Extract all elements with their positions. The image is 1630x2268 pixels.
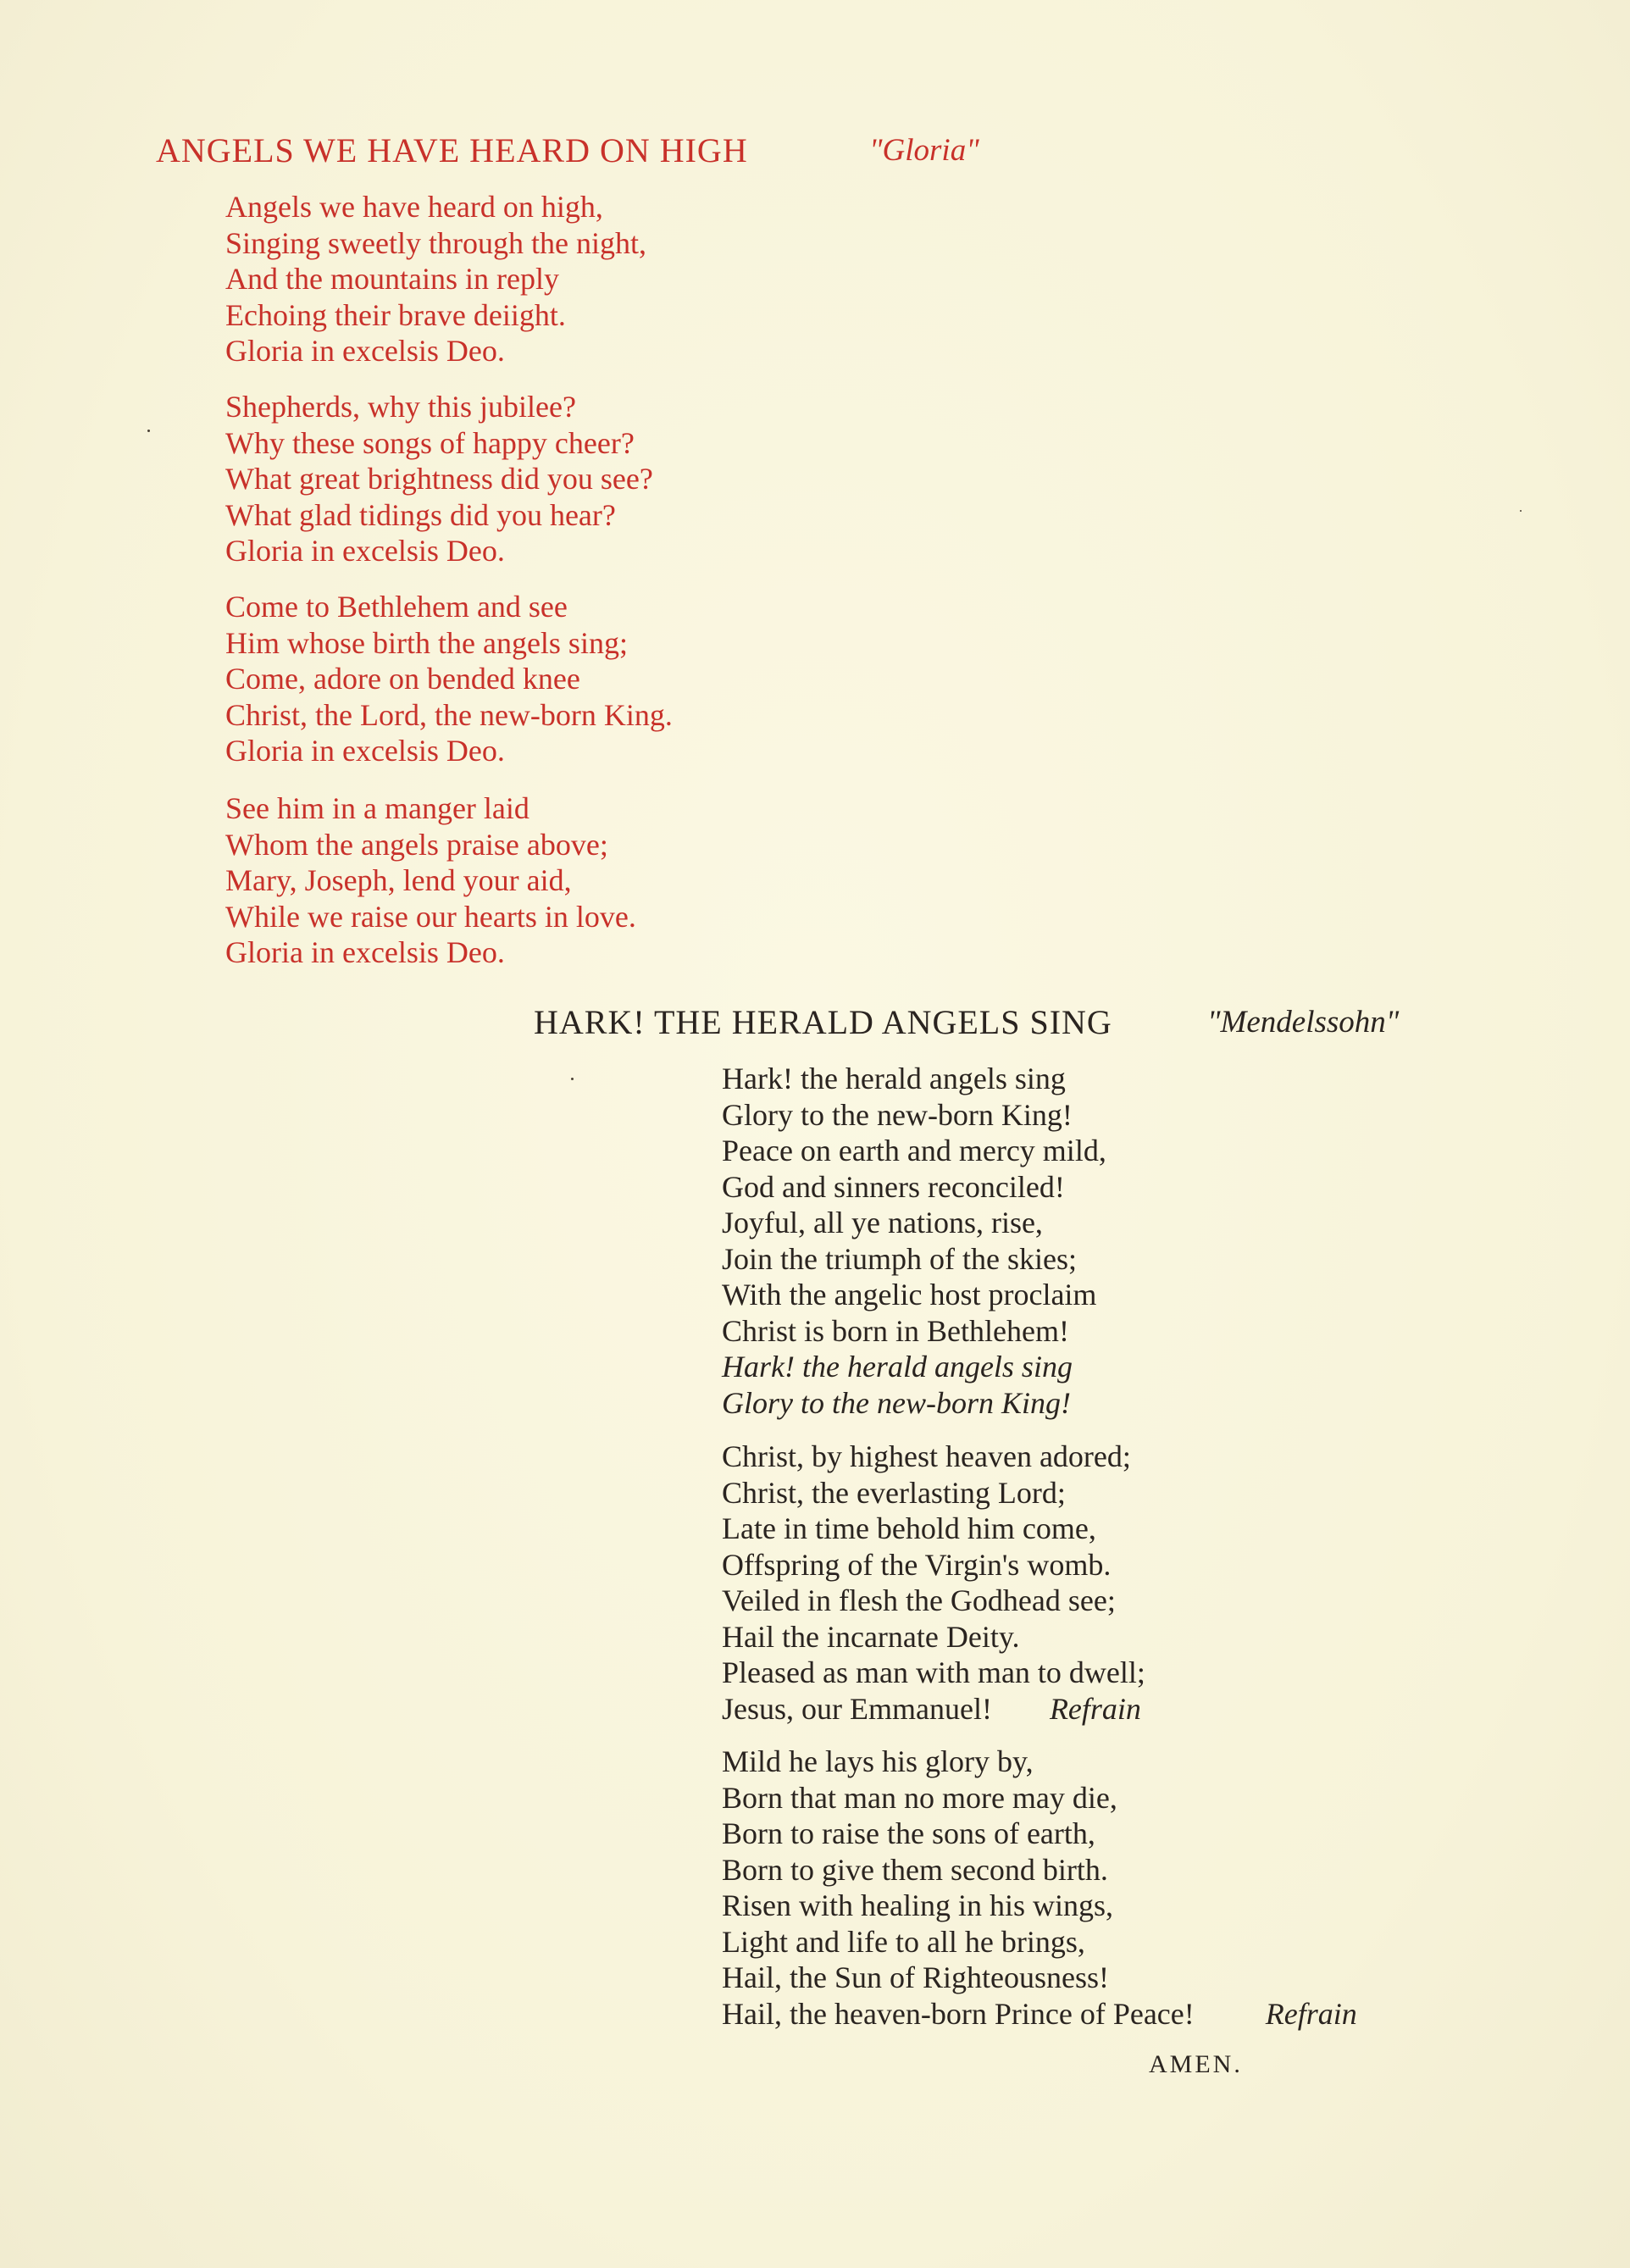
verse-line: Joyful, all ye nations, rise, [722, 1206, 1043, 1239]
hymn2-tune: "Mendelssohn" [1207, 1005, 1400, 1040]
verse-line: Come to Bethlehem and see [225, 590, 568, 624]
verse-line-text: Hail, the heaven-born Prince of Peace! [722, 1996, 1195, 2031]
verse-line: Gloria in excelsis Deo. [225, 734, 505, 768]
verse-line: Angels we have heard on high, [225, 190, 603, 224]
verse-line: Hark! the herald angels sing [722, 1062, 1066, 1095]
hymn2-title: HARK! THE HERALD ANGELS SING [534, 1003, 1112, 1041]
verse-line: Light and life to all he brings, [722, 1924, 1085, 1959]
verse-line: Gloria in excelsis Deo. [225, 935, 505, 969]
verse-line: Born to give them second birth. [722, 1852, 1108, 1887]
verse-line-text: Jesus, our Emmanuel! [722, 1691, 992, 1726]
verse-line: Mild he lays his glory by, [722, 1744, 1034, 1778]
verse-line: Hail, the Sun of Righteousness! [722, 1960, 1109, 1994]
verse-line: Echoing their brave deiight. [225, 297, 566, 332]
verse-line: And the mountains in reply [225, 262, 559, 296]
verse-line: Glory to the new-born King! [722, 1097, 1073, 1132]
verse-line: Gloria in excelsis Deo. [225, 334, 505, 368]
hymn1-stanza-2 [225, 389, 653, 569]
amen: AMEN. [1149, 2050, 1243, 2078]
hymn2-stanza-3 [722, 1744, 1357, 2032]
verse-line: Why these songs of happy cheer? [225, 425, 635, 460]
verse-line: Veiled in flesh the Godhead see; [722, 1583, 1116, 1617]
verse-line: Gloria in excelsis Deo. [225, 534, 505, 568]
verse-line: Come, adore on bended knee [225, 662, 580, 696]
verse-line: Singing sweetly through the night, [225, 225, 646, 260]
verse-line: Mary, Joseph, lend your aid, [225, 863, 572, 897]
refrain-marker: Refrain [1049, 1691, 1141, 1726]
hymn1-stanza-1 [225, 189, 646, 369]
verse-line: What glad tidings did you hear? [225, 497, 616, 532]
verse-line: Shepherds, why this jubilee? [225, 390, 576, 424]
verse-line: Christ, the Lord, the new-born King. [225, 697, 673, 732]
paper-speck [147, 430, 150, 432]
verse-line: Join the triumph of the skies; [722, 1241, 1077, 1276]
verse-line: Offspring of the Virgin's womb. [722, 1547, 1112, 1582]
hymn2-stanza-2 [722, 1439, 1145, 1727]
verse-line: Risen with healing in his wings, [722, 1888, 1113, 1922]
verse-line: Born that man no more may die, [722, 1780, 1117, 1815]
verse-line: Hail the incarnate Deity. [722, 1619, 1020, 1654]
verse-line: God and sinners reconciled! [722, 1169, 1065, 1204]
refrain-marker: Refrain [1265, 1996, 1357, 2031]
verse-line [722, 1691, 1145, 1727]
verse-line: Christ, by highest heaven adored; [722, 1439, 1131, 1473]
verse-line: Late in time behold him come, [722, 1511, 1096, 1545]
verse-line: Him whose birth the angels sing; [225, 625, 628, 660]
paper-speck [1520, 510, 1522, 512]
verse-line: Born to raise the sons of earth, [722, 1816, 1095, 1850]
verse-line: With the angelic host proclaim [722, 1278, 1097, 1311]
verse-line: Pleased as man with man to dwell; [722, 1655, 1145, 1689]
hymn2-stanza-1 [722, 1061, 1106, 1421]
hymn1-tune: "Gloria" [869, 133, 979, 168]
verse-line: Christ, the everlasting Lord; [722, 1475, 1066, 1510]
verse-line: Whom the angels praise above; [225, 827, 608, 862]
verse-line: Peace on earth and mercy mild, [722, 1134, 1106, 1167]
hymn1-stanza-4 [225, 790, 636, 971]
verse-line: Christ is born in Bethlehem! [722, 1313, 1069, 1348]
refrain-line: Hark! the herald angels sing [722, 1350, 1073, 1384]
hymn1-title: ANGELS WE HAVE HEARD ON HIGH [156, 131, 748, 169]
verse-line: What great brightness did you see? [225, 462, 653, 496]
verse-line [722, 1996, 1357, 2032]
verse-line: See him in a manger laid [225, 791, 529, 825]
refrain-line: Glory to the new-born King! [722, 1385, 1071, 1420]
verse-line: While we raise our hearts in love. [225, 899, 636, 934]
paper-speck [571, 1078, 574, 1080]
hymn1-stanza-3 [225, 589, 673, 769]
